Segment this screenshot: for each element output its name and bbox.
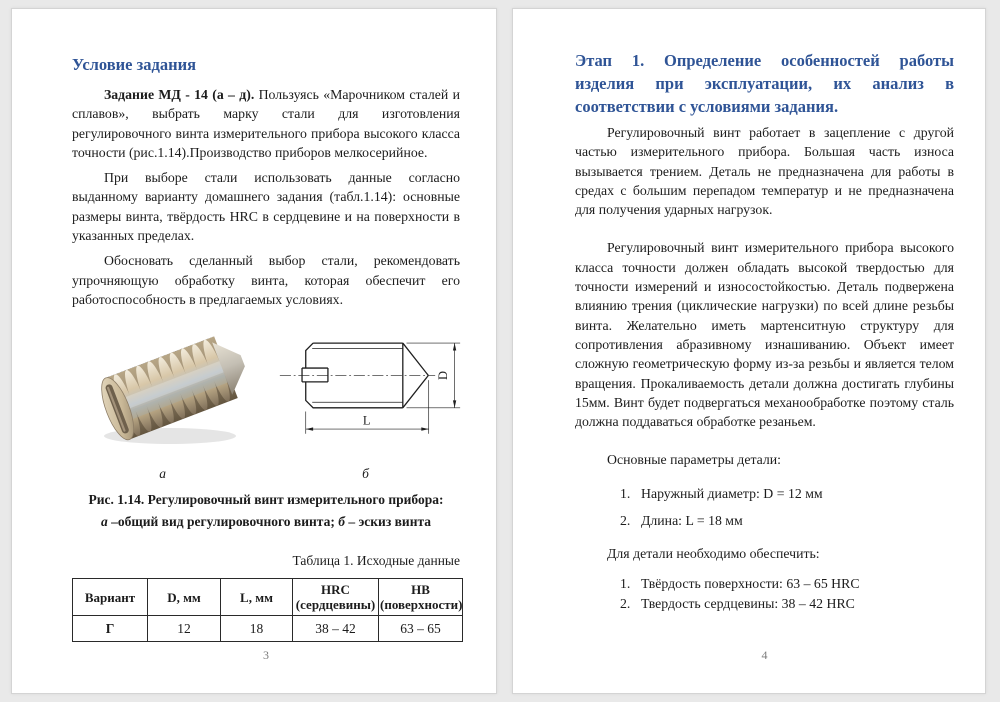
figure-legend [72, 511, 460, 533]
col-header-variant: Вариант [73, 579, 148, 616]
cell-d: 12 [148, 616, 221, 642]
list-item [620, 484, 954, 503]
table-title: Таблица 1. Исходные данные [292, 553, 460, 569]
task-label-bold: Задание МД - 14 (а – д). [104, 87, 255, 102]
table-row [73, 616, 463, 642]
list-item [620, 511, 954, 530]
figure-caption: Рис. 1.14. Регулировочный винт измерительного прибора: [88, 492, 444, 508]
screw-photo [78, 323, 260, 456]
legend-a-text: –общий вид регулировочного винта; [107, 514, 339, 530]
screw-photo-image [78, 323, 260, 451]
figure-1-14 [78, 323, 460, 456]
list-item-number: 1. [620, 485, 631, 501]
left-page-heading: Условие задания [72, 55, 197, 74]
ensure-list-label: Для детали необходимо обеспечить: [607, 546, 820, 562]
figure-sublabels [72, 466, 460, 482]
task-text: Пользуясь «Марочником сталей и сплавов», выбрать марку стали для изготовления регулировочного винта измерительного прибора высокого класса точности (рис.1.14).Производство приборов мелкосерийное. [72, 87, 460, 160]
figure-label-a: а [159, 466, 166, 482]
ensure-list [620, 574, 954, 614]
list-item-text: Наружный диаметр: D = 12 мм [641, 485, 823, 501]
list-item [620, 594, 954, 613]
legend-a-marker: а [100, 514, 108, 530]
col-header-hrc: HRC (сердцевины) [293, 579, 379, 616]
params-list-label: Основные параметры детали: [607, 452, 781, 468]
selection-paragraph: При выборе стали использовать данные согласно выданному варианту домашнего задания (табл.1.14): основные размеры винта, твёрдость HRC в сердцевине и на поверхности в указанных пределах. [72, 170, 460, 244]
screw-sketch-drawing [278, 325, 474, 449]
list-item-number: 2. [620, 595, 631, 611]
params-list [620, 484, 954, 531]
cell-variant: Г [73, 616, 148, 642]
list-item-text: Твердость сердцевины: 38 – 42 HRC [641, 595, 855, 611]
figure-label-b: б [362, 466, 369, 482]
page-number-left: 3 [263, 648, 269, 662]
col-header-hb: НВ (поверхности) [379, 579, 463, 616]
legend-b-text: – эскиз винта [344, 514, 432, 530]
list-item-number: 2. [620, 513, 631, 529]
cell-hb: 63 – 65 [379, 616, 463, 642]
operation-paragraph: Регулировочный винт работает в зацепление с другой частью измерительного прибора. Большая часть износа вызывается трением. Деталь не предназначена для работы в средах с большим перепадом температур и не предназначена для получения ударных нагрузок. [575, 125, 954, 218]
page-number-right: 4 [761, 648, 768, 662]
legend-b-marker: б [338, 514, 345, 530]
list-item-text: Длина: L = 18 мм [641, 513, 743, 529]
justification-paragraph: Обосновать сделанный выбор стали, рекомендовать упрочняющую обработку винта, которая обеспечит его работоспособность в предлагаемых условиях. [72, 253, 460, 307]
col-header-l: L, мм [221, 579, 293, 616]
table-header-row [73, 579, 463, 616]
dimension-label-d: D [436, 371, 451, 381]
list-item-number: 1. [620, 575, 631, 591]
task-paragraph [72, 85, 460, 162]
document-page-left [11, 8, 497, 694]
requirements-paragraph: Регулировочный винт измерительного прибора высокого класса точности должен обладать высокой твердостью для точности измерений и износостойкостью. Деталь подвержена влиянию трения (циклические нагрузки) по всей длине резьбы винта. Желательно иметь мартенситную структуру для сопротивления абразивному изнашиванию. Объект имеет сложную геометрическую форму из-за резьбы и является телом вращения. Прокаливаемость детали должна достигать глубины 15мм. Винт будет подвергаться механообработке поэтому сталь должна поддаваться обработке резаньем. [575, 240, 954, 430]
col-header-d: D, мм [148, 579, 221, 616]
source-data-table [72, 578, 463, 642]
document-page-right [512, 8, 986, 694]
cell-l: 18 [221, 616, 293, 642]
right-page-heading: Этап 1. Определение особенностей работы изделия при эксплуатации, их анализ в соответствии с условиями задания. [575, 51, 954, 116]
dimension-label-l: L [362, 413, 371, 428]
cell-hrc: 38 – 42 [293, 616, 379, 642]
list-item [620, 574, 954, 593]
list-item-text: Твёрдость поверхности: 63 – 65 HRC [641, 575, 860, 591]
screw-sketch [278, 325, 474, 454]
